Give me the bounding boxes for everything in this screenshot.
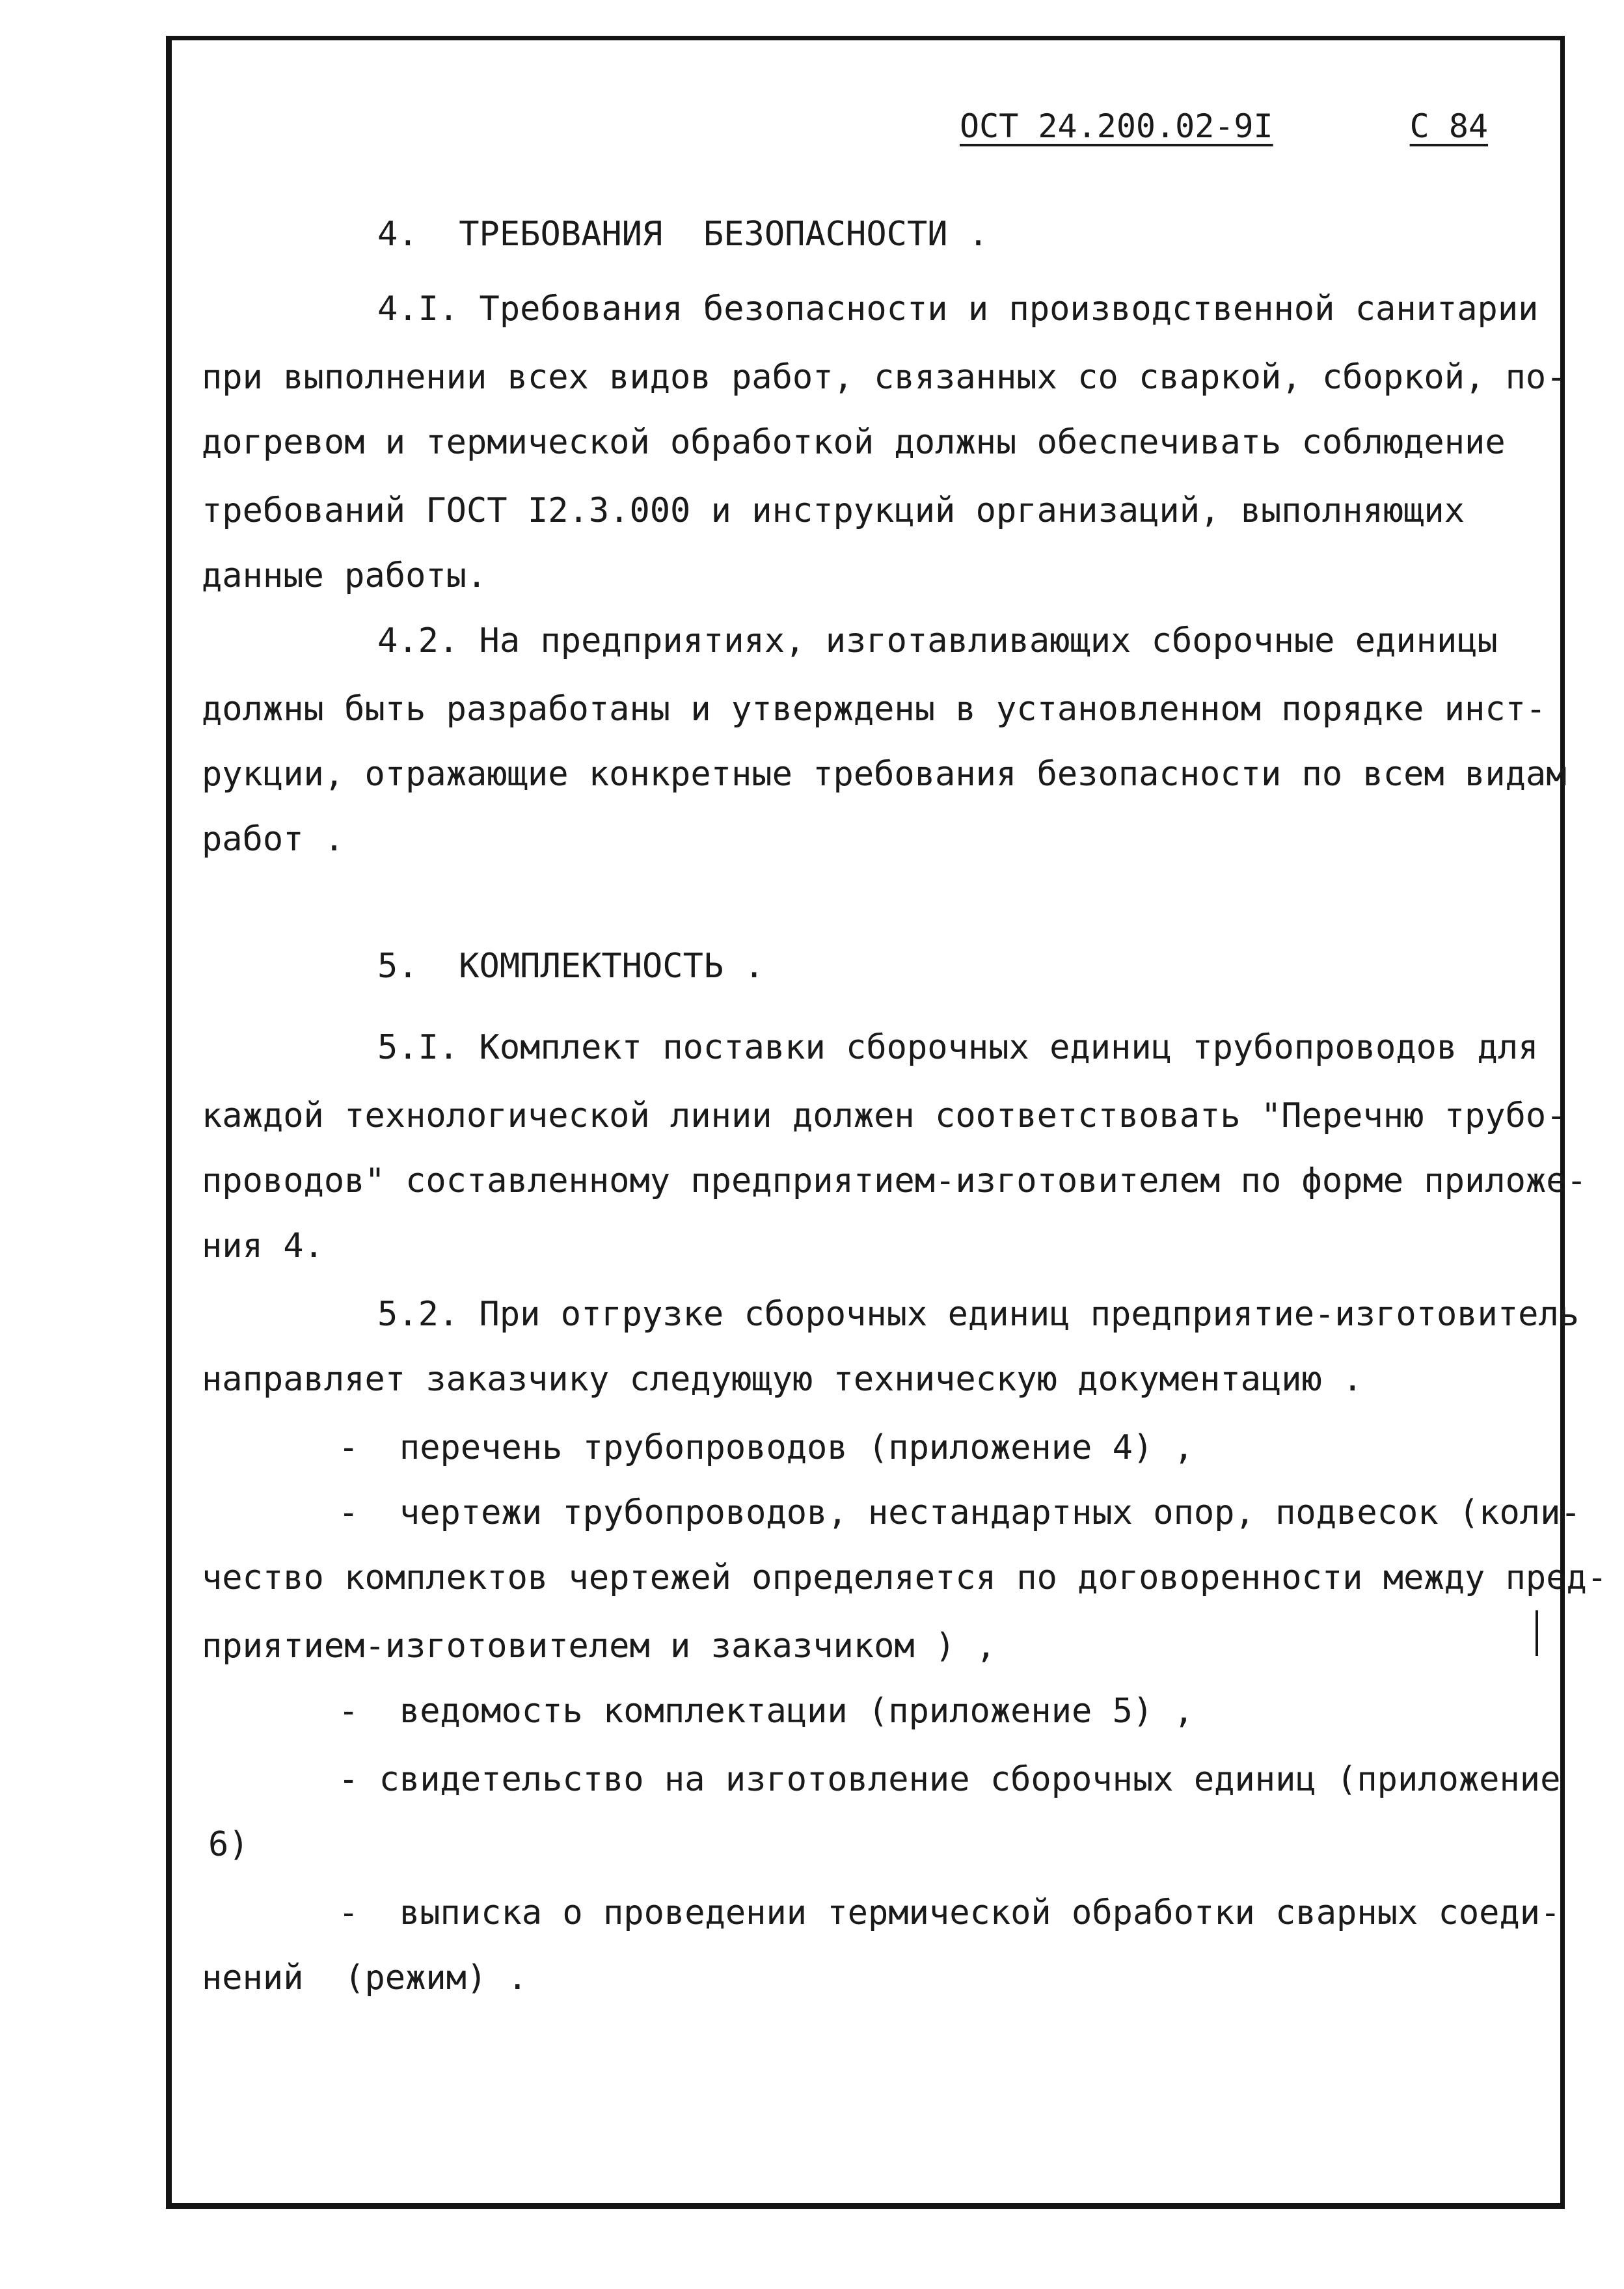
page-number: С 84 — [1409, 107, 1489, 145]
list-item: чество комплектов чертежей определяется по договоренности между пред- — [202, 1558, 1608, 1597]
page-header — [960, 107, 1488, 145]
list-item: - перечень трубопроводов (приложение 4) , — [338, 1428, 1194, 1467]
paragraph-line: ния 4. — [202, 1226, 324, 1266]
section-5-title: 5. КОМПЛЕКТНОСТЬ . — [377, 947, 765, 986]
paragraph-line: 4.2. На предприятиях, изготавливающих сборочные единицы — [377, 621, 1498, 660]
list-item: - чертежи трубопроводов, нестандартных опор, подвесок (коли- — [338, 1493, 1581, 1532]
list-item: - ведомость комплектации (приложение 5) , — [338, 1692, 1194, 1731]
section-4-title: 4. ТРЕБОВАНИЯ БЕЗОПАСНОСТИ . — [377, 215, 989, 254]
list-item: - свидетельство на изготовление сборочных единиц (приложение — [338, 1760, 1561, 1799]
paragraph-line: проводов" составленному предприятием-изготовителем по форме приложе- — [202, 1161, 1587, 1200]
margin-mark — [1536, 1610, 1538, 1656]
paragraph-line: требований ГОСТ I2.3.000 и инструкций организаций, выполняющих — [202, 491, 1465, 530]
list-item: - выписка о проведении термической обработки сварных соеди- — [338, 1893, 1561, 1932]
document-code: ОСТ 24.200.02-9I — [960, 107, 1273, 145]
paragraph-line: работ . — [202, 820, 345, 859]
paragraph-line: 5.I. Комплект поставки сборочных единиц трубопроводов для — [377, 1028, 1539, 1067]
paragraph-line: при выполнении всех видов работ, связанных со сваркой, сборкой, по- — [202, 358, 1567, 397]
paragraph-line: 4.I. Требования безопасности и производственной санитарии — [377, 290, 1539, 329]
list-item: приятием-изготовителем и заказчиком ) , — [202, 1627, 996, 1666]
paragraph-line: направляет заказчику следующую техническую документацию . — [202, 1360, 1363, 1399]
paragraph-line: 5.2. При отгрузке сборочных единиц предприятие-изготовитель — [377, 1295, 1580, 1334]
list-item: нений (режим) . — [202, 1958, 528, 1998]
paragraph-line: рукции, отражающие конкретные требования безопасности по всем видам — [202, 755, 1567, 794]
paragraph-line: данные работы. — [202, 556, 487, 595]
paragraph-line: должны быть разработаны и утверждены в установленном порядке инст- — [202, 690, 1547, 729]
list-item: 6) — [208, 1825, 249, 1864]
paragraph-line: догревом и термической обработкой должны обеспечивать соблюдение — [202, 423, 1506, 462]
paragraph-line: каждой технологической линии должен соответствовать "Перечню трубо- — [202, 1096, 1567, 1135]
